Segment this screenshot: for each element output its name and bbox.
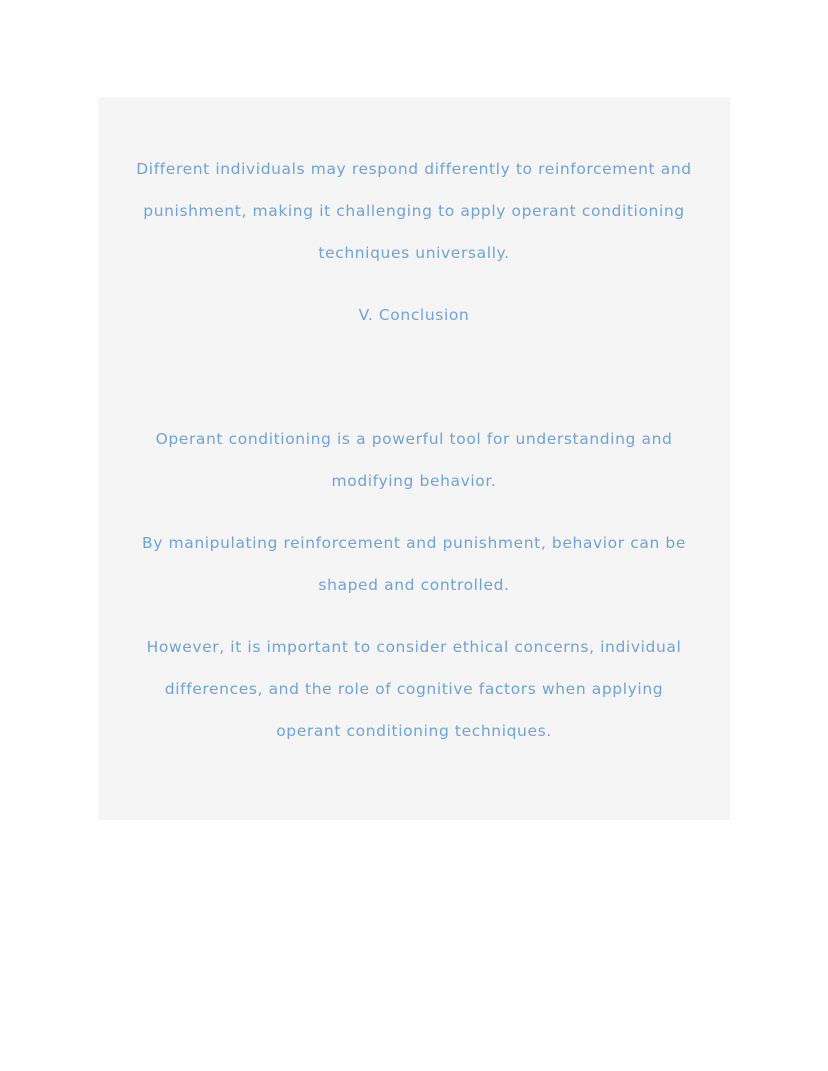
- text-line: operant conditioning techniques.: [276, 722, 552, 740]
- text-line: punishment, making it challenging to apply operant conditioning: [143, 202, 685, 220]
- text-line: However, it is important to consider ethical concerns, individual: [146, 638, 682, 656]
- text-line: Different individuals may respond differently to reinforcement and: [136, 160, 692, 178]
- text-line: differences, and the role of cognitive factors when applying: [164, 680, 664, 698]
- text-line: shaped and controlled.: [318, 576, 510, 594]
- text-line: By manipulating reinforcement and punishment, behavior can be: [142, 534, 686, 552]
- paragraph-conclusion-1: [98, 418, 730, 502]
- paragraph-individual-differences: [98, 148, 730, 274]
- paragraph-conclusion-2: [98, 522, 730, 606]
- document-page: [98, 97, 730, 820]
- paragraph-conclusion-3: [98, 626, 730, 752]
- text-line: techniques universally.: [318, 244, 510, 262]
- text-line: modifying behavior.: [331, 472, 497, 490]
- text-line: Operant conditioning is a powerful tool for understanding and: [155, 430, 673, 448]
- section-heading-conclusion: V. Conclusion: [358, 306, 470, 324]
- empty-paragraph: [98, 356, 730, 398]
